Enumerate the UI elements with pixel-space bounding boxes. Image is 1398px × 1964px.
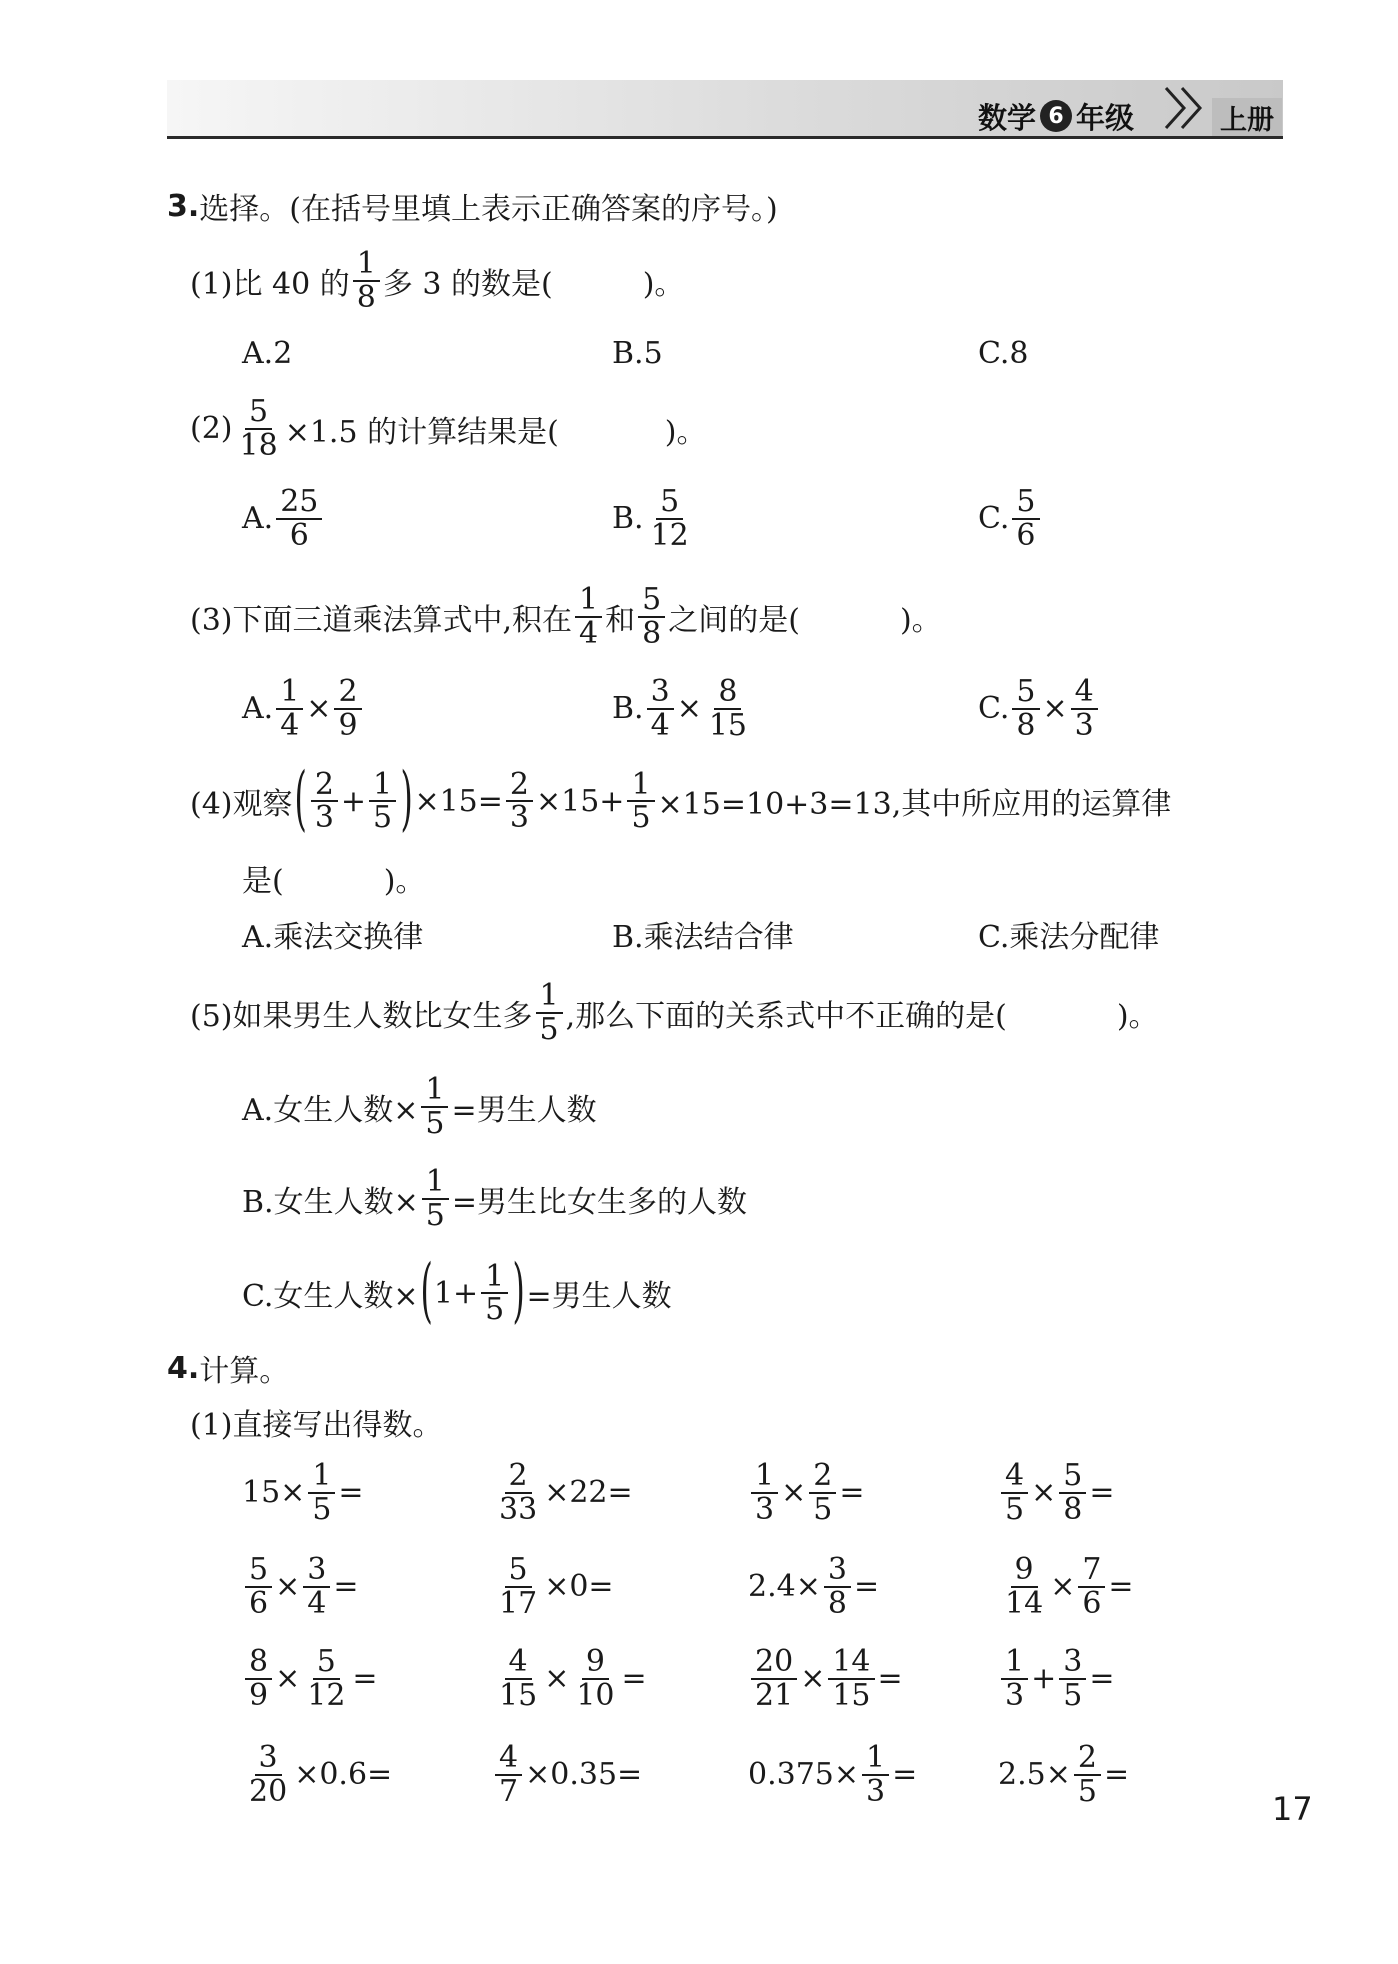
fraction: $\frac{4}{7}$: [495, 1742, 522, 1807]
calc-item: [242, 1554, 358, 1619]
q3-item-2: (2) $\frac{5}{18}$ ×1.5 的计算结果是( )。: [190, 394, 707, 463]
fraction: $\frac{5}{17}$: [499, 1552, 538, 1621]
calc-text: ×: [1050, 1569, 1076, 1604]
calc-item: [748, 1742, 917, 1807]
q3-item-4: (4)观察 ( $\frac{2}{3}$ + $\frac{1}{5}$ ) ×15= $\frac{2}{3}$ ×15+ $\frac{1}{5}$ ×15=10+3=13,其中所应用的运算律: [190, 757, 1172, 839]
q4-title: 4. 计算。: [167, 1350, 290, 1389]
q3-5-option-b: B.女生人数× $\frac{1}{5}$ =男生比女生多的人数: [242, 1164, 747, 1233]
fraction: $\frac{1}{5}$: [308, 1460, 335, 1525]
q3-1-option-b: B.5: [612, 336, 663, 371]
grade-suffix: 年级: [1076, 100, 1135, 135]
calc-text: =: [1089, 1475, 1115, 1510]
q3-2-option-b: B. $\frac{5}{12}$: [612, 484, 689, 553]
fraction: $\frac{5}{18}$: [239, 394, 278, 463]
calc-text: +: [1031, 1661, 1057, 1696]
calc-item: [492, 1554, 614, 1619]
calc-text: ×0=: [544, 1569, 614, 1604]
calc-text: =: [352, 1661, 378, 1696]
calc-text: ×0.6=: [294, 1757, 393, 1792]
calc-text: ×22=: [544, 1475, 633, 1510]
fraction: $\frac{2}{5}$: [809, 1460, 836, 1525]
calc-text: ×: [544, 1661, 570, 1696]
calc-text: =: [1108, 1569, 1134, 1604]
calc-text: ×: [275, 1569, 301, 1604]
calc-item: [998, 1460, 1114, 1525]
fraction: $\frac{9}{14}$: [1005, 1552, 1044, 1621]
q3-4-option-b: B.乘法结合律: [612, 920, 794, 955]
calc-text: 2.5×: [998, 1757, 1071, 1792]
fraction: $\frac{4}{5}$: [1001, 1460, 1028, 1525]
calc-text: =: [621, 1661, 647, 1696]
q3-4-option-c: C.乘法分配律: [978, 920, 1160, 955]
calc-item: [748, 1460, 864, 1525]
fraction: $\frac{1}{3}$: [1001, 1646, 1028, 1711]
q3-item-3: (3)下面三道乘法算式中,积在 $\frac{1}{4}$ 和 $\frac{5}{8}$ 之间的是( )。: [190, 582, 942, 651]
calc-item: [242, 1742, 392, 1807]
fraction: $\frac{14}{15}$: [828, 1646, 874, 1711]
fraction: $\frac{8}{9}$: [245, 1646, 272, 1711]
calc-text: =: [892, 1757, 918, 1792]
q4-subtitle: (1)直接写出得数。: [190, 1408, 443, 1443]
q3-3-option-b: B. $\frac{3}{4}$ × $\frac{8}{15}$: [612, 674, 748, 743]
q3-1-option-c: C.8: [978, 336, 1029, 371]
q3-1-option-a: A.2: [242, 336, 293, 371]
fraction: $\frac{3}{20}$: [249, 1740, 288, 1809]
calc-text: =: [338, 1475, 364, 1510]
calc-text: 0.375×: [748, 1757, 860, 1792]
calc-text: 2.4×: [748, 1569, 821, 1604]
fraction: $\frac{9}{10}$: [576, 1644, 615, 1713]
fraction: $\frac{4}{15}$: [499, 1644, 538, 1713]
calc-text: ×0.35=: [525, 1757, 643, 1792]
fraction: $\frac{5}{6}$: [245, 1554, 272, 1619]
fraction: $\frac{2}{33}$: [499, 1458, 538, 1527]
q3-4-option-a: A.乘法交换律: [242, 920, 424, 955]
calc-item: [492, 1742, 642, 1807]
calc-text: =: [853, 1569, 880, 1604]
q3-5-option-c: C.女生人数× ( 1+ $\frac{1}{5}$ ) =男生人数: [242, 1249, 672, 1331]
q3-2-option-c: C. $\frac{5}{6}$: [978, 486, 1043, 551]
fraction: $\frac{3}{5}$: [1059, 1646, 1086, 1711]
q3-3-option-c: C. $\frac{5}{8}$ × $\frac{4}{3}$: [978, 676, 1101, 741]
subject-label: 数学: [978, 100, 1037, 135]
q3-title: 3. 选择。(在括号里填上表示正确答案的序号。): [167, 188, 778, 227]
calc-item: [998, 1554, 1134, 1619]
book-part-label: 上册: [1212, 98, 1282, 136]
fraction: $\frac{2}{5}$: [1074, 1742, 1101, 1807]
calc-text: 15×: [242, 1475, 306, 1510]
fraction: $\frac{7}{6}$: [1078, 1554, 1105, 1619]
calc-item: [492, 1646, 647, 1711]
fraction: $\frac{5}{8}$: [1059, 1460, 1086, 1525]
header-title: [978, 96, 1134, 136]
calc-text: ×: [781, 1475, 807, 1510]
calc-text: =: [877, 1661, 903, 1696]
calc-item: [998, 1646, 1114, 1711]
q3-3-option-a: A. $\frac{1}{4}$ × $\frac{2}{9}$: [242, 676, 365, 741]
fraction: $\frac{3}{4}$: [303, 1554, 330, 1619]
calc-item: [242, 1460, 364, 1525]
calc-text: =: [333, 1569, 359, 1604]
fraction: $\frac{1}{8}$: [353, 248, 380, 313]
calc-text: ×: [275, 1661, 301, 1696]
fraction: $\frac{5}{12}$: [307, 1644, 346, 1713]
calc-item: [748, 1646, 903, 1711]
calc-text: =: [1103, 1757, 1130, 1792]
calc-item: [998, 1742, 1129, 1807]
q3-2-option-a: A. $\frac{25}{6}$: [242, 486, 325, 551]
double-chevron-icon: [1160, 82, 1216, 134]
fraction: $\frac{1}{3}$: [751, 1460, 778, 1525]
grade-badge: 6: [1040, 100, 1072, 132]
calc-item: [748, 1554, 879, 1619]
q3-item-5: (5)如果男生人数比女生多 $\frac{1}{5}$ ,那么下面的关系式中不正确的是( )。: [190, 978, 1159, 1047]
calc-text: =: [1089, 1661, 1115, 1696]
calc-text: ×: [1031, 1475, 1057, 1510]
q3-item-1: (1)比 40 的 $\frac{1}{8}$ 多 3 的数是( )。: [190, 246, 685, 315]
calc-item: [242, 1646, 378, 1711]
q3-5-option-a: A.女生人数× $\frac{1}{5}$ =男生人数: [242, 1072, 597, 1141]
calc-item: [492, 1460, 633, 1525]
fraction: $\frac{1}{3}$: [862, 1742, 889, 1807]
calc-text: =: [839, 1475, 865, 1510]
page-number: 17: [1272, 1790, 1313, 1828]
q3-item-4-cont: 是( )。: [242, 864, 426, 899]
fraction: $\frac{20}{21}$: [751, 1646, 797, 1711]
calc-text: ×: [800, 1661, 826, 1696]
fraction: $\frac{3}{8}$: [824, 1554, 851, 1619]
